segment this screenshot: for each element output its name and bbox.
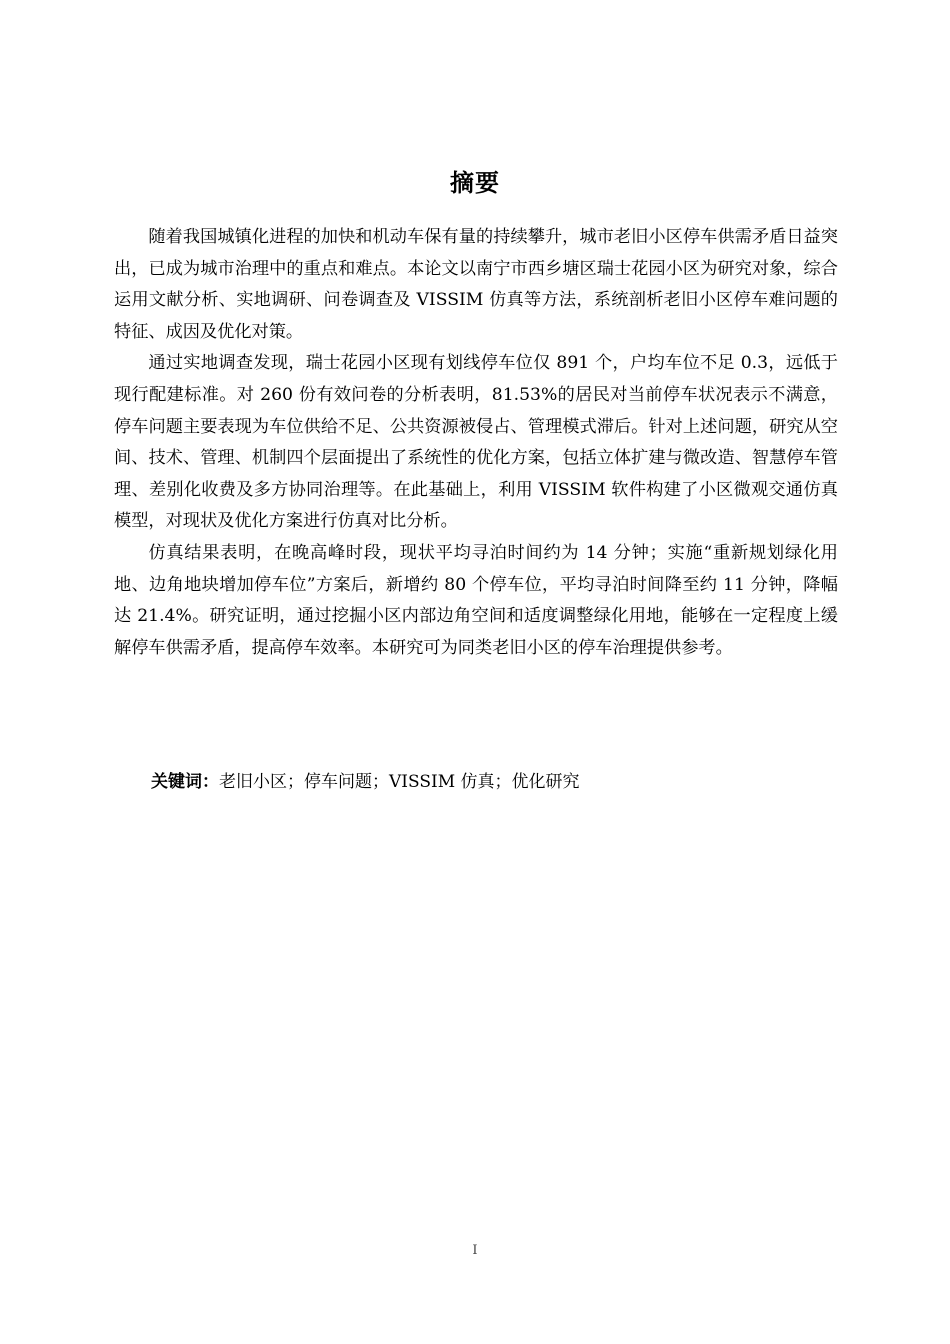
abstract-paragraph-1: 随着我国城镇化进程的加快和机动车保有量的持续攀升，城市老旧小区停车供需矛盾日益突出，已成为城市治理中的重点和难点。本论文以南宁市西乡塘区瑞士花园小区为研究对象，综合运用文献分析、实地调研、问卷调查及 VISSIM 仿真等方法，系统剖析老旧小区停车难问题的特征、成因及优化对策。 xyxy=(114,227,838,342)
abstract-paragraph-2: 通过实地调查发现，瑞士花园小区现有划线停车位仅 891 个，户均车位不足 0.3，远低于现行配建标准。对 260 份有效问卷的分析表明，81.53%的居民对当前停车状况表示不满意，停车问题主要表现为车位供给不足、公共资源被侵占、管理模式滞后。针对上述问题，研究从空间、技术、管理、机制四个层面提出了系统性的优化方案，包括立体扩建与微改造、智慧停车管理、差别化收费及多方协同治理等。在此基础上，利用 VISSIM 软件构建了小区微观交通仿真模型，对现状及优化方案进行仿真对比分析。 xyxy=(114,353,838,532)
abstract-paragraph-3: 仿真结果表明，在晚高峰时段，现状平均寻泊时间约为 14 分钟；实施“重新规划绿化用地、边角地块增加停车位”方案后，新增约 80 个停车位，平均寻泊时间降至约 11 分钟，降幅达 21.4%。研究证明，通过挖掘小区内部边角空间和适度调整绿化用地，能够在一定程度上缓解停车供需矛盾，提高停车效率。本研究可为同类老旧小区的停车治理提供参考。 xyxy=(114,542,838,658)
keywords-label: 关键词： xyxy=(151,772,219,792)
page-title: 摘要 xyxy=(450,169,500,197)
keywords-text: 老旧小区；停车问题；VISSIM 仿真；优化研究 xyxy=(219,772,580,792)
page-number: I xyxy=(472,1243,478,1258)
abstract-body xyxy=(114,222,838,664)
keywords-line xyxy=(151,768,841,796)
